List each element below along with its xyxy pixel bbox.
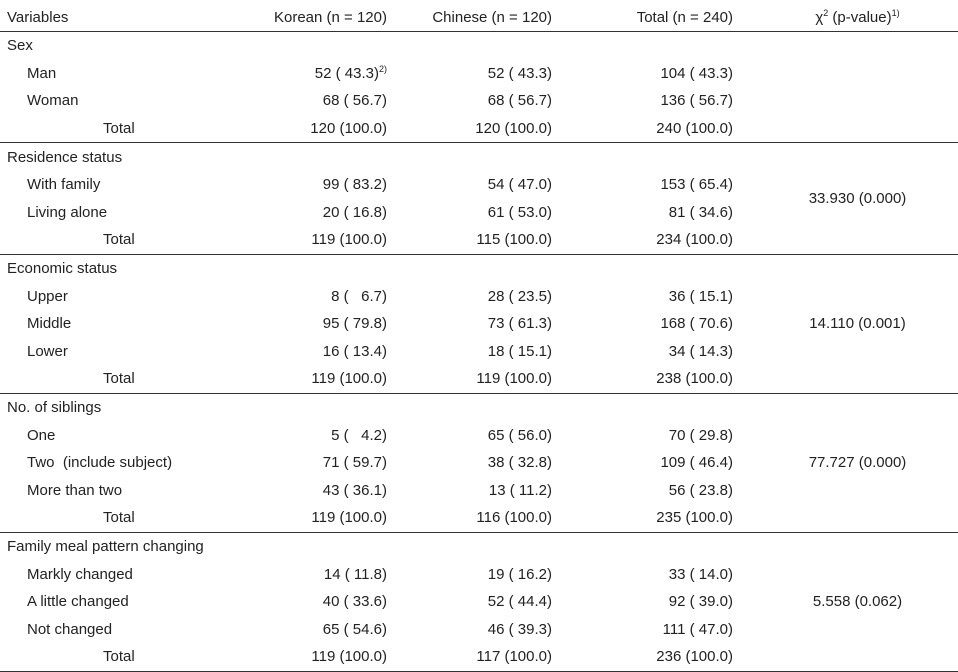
chinese-cell: 46 ( 39.3) (487, 620, 552, 638)
korean-cell: 5 ( 4.2) (331, 426, 387, 444)
chinese-cell: 38 ( 32.8) (487, 454, 552, 472)
chi-square-residence: 33.930 (0.000) (757, 143, 958, 254)
total-cell: 92 ( 39.0) (668, 593, 733, 611)
chi-square-sex (757, 32, 958, 143)
total-label: Total (0, 115, 240, 143)
korean-cell: 119 (100.0) (240, 365, 395, 393)
row-label: Middle (27, 315, 72, 333)
chinese-cell: 52 ( 43.3) (487, 64, 552, 82)
row-label: Upper (27, 287, 68, 305)
section-title-economic: Economic status (0, 254, 240, 282)
section-header-row (0, 32, 958, 60)
korean-cell: 65 ( 54.6) (322, 620, 387, 638)
korean-cell: 120 (100.0) (240, 115, 395, 143)
total-cell: 33 ( 14.0) (668, 565, 733, 583)
total-cell: 70 ( 29.8) (668, 426, 733, 444)
total-cell: 109 ( 46.4) (660, 454, 733, 472)
header-chi-square (757, 3, 958, 32)
chinese-cell: 119 (100.0) (395, 365, 576, 393)
korean-cell: 14 ( 11.8) (323, 565, 387, 583)
korean-cell (240, 60, 395, 88)
row-label: Lower (27, 342, 68, 360)
row-label: Not changed (27, 620, 113, 638)
total-cell: 234 (100.0) (576, 226, 757, 254)
chinese-cell: 61 ( 53.0) (487, 203, 552, 221)
header-row (0, 3, 958, 32)
chinese-cell: 73 ( 61.3) (487, 315, 552, 333)
korean-cell: 119 (100.0) (240, 226, 395, 254)
korean-cell: 16 ( 13.4) (322, 342, 387, 360)
chinese-cell: 18 ( 15.1) (487, 342, 552, 360)
header-korean: Korean (n = 120) (240, 3, 395, 32)
total-cell: 153 ( 65.4) (660, 176, 733, 194)
row-label: With family (27, 176, 101, 194)
row-label: Markly changed (27, 565, 133, 583)
frequency-table (0, 3, 958, 672)
header-variables: Variables (0, 3, 240, 32)
chi-superscript: 2 (823, 7, 829, 18)
row-label: Living alone (27, 203, 108, 221)
header-total: Total (n = 240) (576, 3, 757, 32)
total-cell: 235 (100.0) (576, 504, 757, 532)
total-label: Total (0, 226, 240, 254)
chinese-cell: 65 ( 56.0) (487, 426, 552, 444)
chinese-cell: 116 (100.0) (395, 504, 576, 532)
total-cell: 56 ( 23.8) (668, 481, 733, 499)
chinese-cell: 52 ( 44.4) (487, 593, 552, 611)
section-title-residence: Residence status (0, 143, 240, 171)
korean-cell: 20 ( 16.8) (322, 203, 387, 221)
chinese-cell: 68 ( 56.7) (487, 92, 552, 110)
total-cell: 111 ( 47.0) (662, 620, 733, 638)
total-label: Total (0, 643, 240, 671)
row-label: Two (include subject) (27, 454, 173, 472)
korean-cell: 71 ( 59.7) (322, 454, 387, 472)
chi-square-meal: 5.558 (0.062) (757, 532, 958, 671)
total-cell: 34 ( 14.3) (668, 342, 733, 360)
footnote-marker: 2) (378, 63, 387, 74)
chinese-cell: 117 (100.0) (395, 643, 576, 671)
chi-footnote-marker: 1) (891, 7, 900, 18)
total-cell: 136 ( 56.7) (660, 92, 733, 110)
korean-cell: 68 ( 56.7) (322, 92, 387, 110)
section-header-row (0, 393, 958, 421)
total-label: Total (0, 504, 240, 532)
total-cell: 240 (100.0) (576, 115, 757, 143)
section-header-row (0, 254, 958, 282)
chi-p-value-label: (p-value) (828, 8, 892, 26)
chinese-cell: 115 (100.0) (395, 226, 576, 254)
total-cell: 168 ( 70.6) (660, 315, 733, 333)
korean-cell: 119 (100.0) (240, 504, 395, 532)
total-cell: 236 (100.0) (576, 643, 757, 671)
chi-symbol: χ (815, 8, 824, 26)
korean-cell: 8 ( 6.7) (331, 287, 387, 305)
row-label: A little changed (27, 593, 129, 611)
section-title-siblings: No. of siblings (0, 393, 240, 421)
chinese-cell: 28 ( 23.5) (487, 287, 552, 305)
row-label: Woman (27, 92, 79, 110)
section-title-meal: Family meal pattern changing (0, 532, 240, 560)
row-label: Man (27, 64, 57, 82)
row-label: One (27, 426, 56, 444)
total-cell: 104 ( 43.3) (660, 64, 733, 82)
chinese-cell: 13 ( 11.2) (488, 481, 552, 499)
korean-cell: 43 ( 36.1) (322, 481, 387, 499)
korean-cell: 40 ( 33.6) (322, 593, 387, 611)
chinese-cell: 19 ( 16.2) (487, 565, 552, 583)
total-label: Total (0, 365, 240, 393)
row-label: More than two (27, 481, 123, 499)
section-header-row (0, 143, 958, 171)
total-cell: 36 ( 15.1) (668, 287, 733, 305)
section-title-sex: Sex (7, 37, 33, 55)
korean-cell: 119 (100.0) (240, 643, 395, 671)
section-header-row (0, 532, 958, 560)
header-chinese: Chinese (n = 120) (395, 3, 576, 32)
chi-square-siblings: 77.727 (0.000) (757, 393, 958, 532)
korean-cell: 99 ( 83.2) (322, 176, 387, 194)
total-cell: 238 (100.0) (576, 365, 757, 393)
total-cell: 81 ( 34.6) (668, 203, 733, 221)
korean-value: 52 ( 43.3) (314, 64, 379, 82)
korean-cell: 95 ( 79.8) (322, 315, 387, 333)
chinese-cell: 120 (100.0) (395, 115, 576, 143)
chi-square-economic: 14.110 (0.001) (757, 254, 958, 393)
chinese-cell: 54 ( 47.0) (487, 176, 552, 194)
